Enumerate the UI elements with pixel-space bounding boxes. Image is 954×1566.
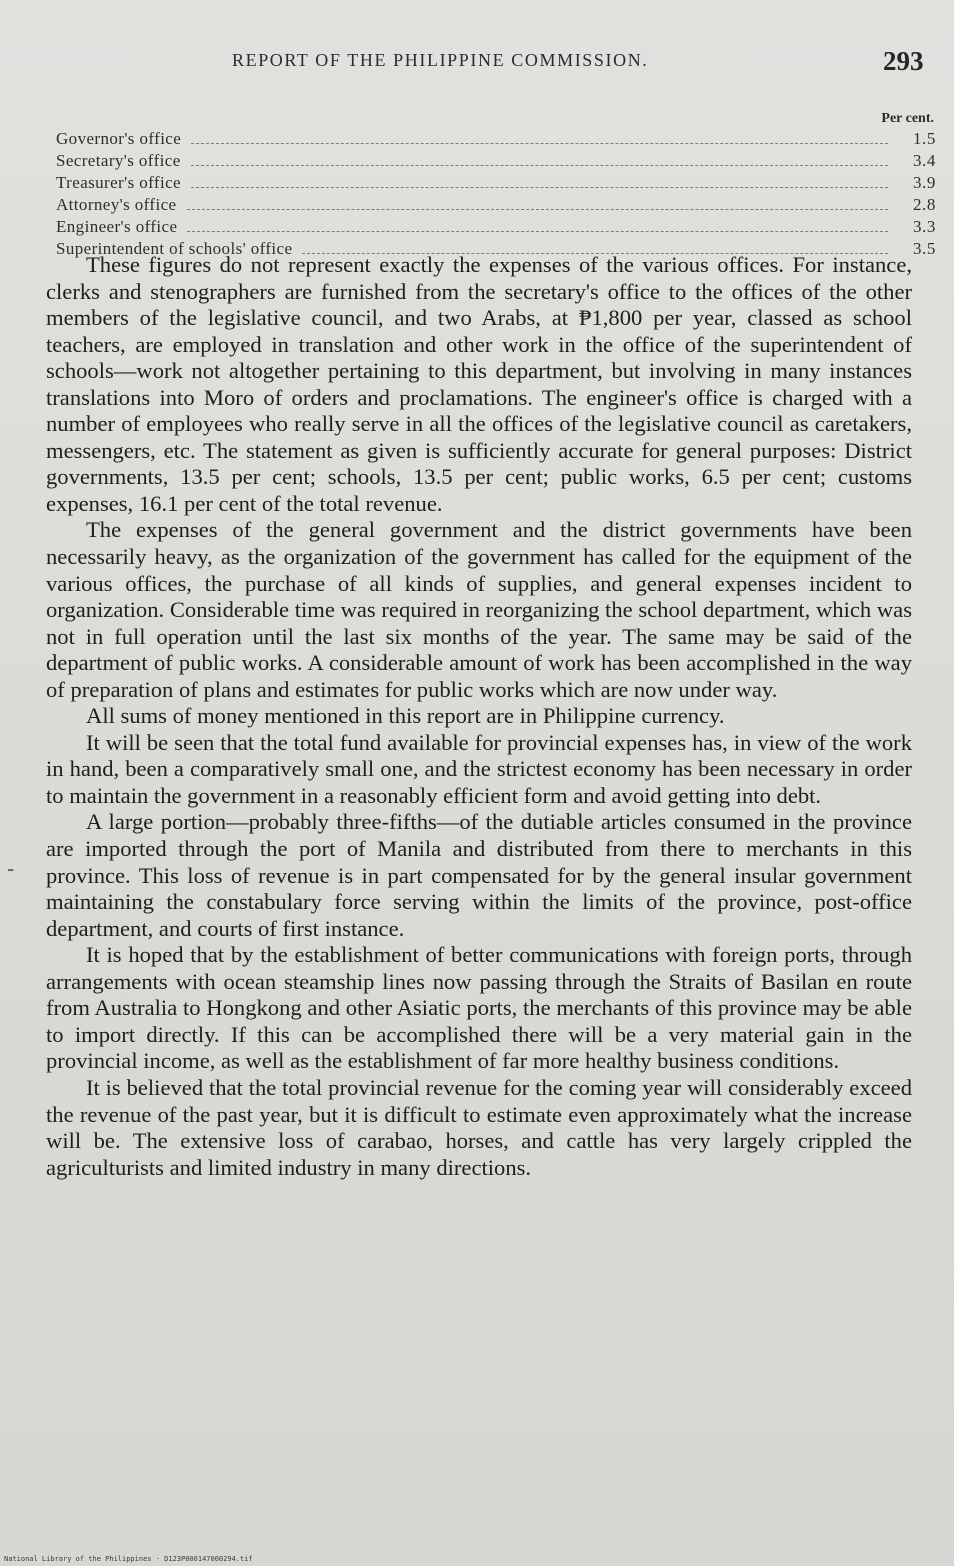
row-label: Engineer's office [56,217,178,236]
body-text [46,252,912,1181]
paragraph: It is hoped that by the establishment of better communications with foreign ports, through arrangements with ocean steamship lines now passing through the Straits of Basilan en route from Australia to Hongkong and other Asiatic ports, the merchants of this province may be able to import directly. If this can be accomplished there will be a very material gain in the provincial income, as well as the establishment of far more healthy business conditions. [46,942,912,1074]
scan-credit: National Library of the Philippines · D123P000147000294.tif [4,1555,253,1563]
row-value: 3.9 [912,173,936,192]
row-value: 2.8 [912,195,936,214]
percent-column-header: Per cent. [881,111,934,126]
margin-mark: - [7,856,15,881]
dot-leader [187,230,888,232]
dot-leader [191,186,888,188]
expense-percentage-table [56,110,936,260]
table-row [56,172,936,194]
row-label: Attorney's office [56,195,177,214]
row-value: 1.5 [912,129,936,148]
row-value: 3.5 [912,239,936,258]
row-label: Superintendent of schools' office [56,239,293,258]
table-row [56,150,936,172]
paragraph: The expenses of the general government and the district governments have been necessarily heavy, as the organization of the government has called for the equipment of the various offices, the purchase of all kinds of supplies, and general expenses incident to organization. Considerable time was required in reorganizing the school department, which was not in full operation until the last six months of the year. The same may be said of the department of public works. A considerable amount of work has been accomplished in the way of preparation of plans and estimates for public works which are now under way. [46,517,912,702]
dot-leader [191,164,888,166]
paragraph: All sums of money mentioned in this report are in Philippine currency. [86,703,725,729]
dot-leader [187,208,889,210]
paragraph: It is believed that the total provincial revenue for the coming year will considerably exceed the revenue of the past year, but it is difficult to estimate even approximately what the increase will be. The extensive loss of carabao, horses, and cattle has very largely crippled the agriculturists and limited industry in many directions. [46,1074,912,1180]
row-value: 3.3 [912,217,936,236]
running-title: REPORT OF THE PHILIPPINE COMMISSION. [232,50,649,70]
paragraph: A large portion—probably three-fifths—of the dutiable articles consumed in the province are imported through the port of Manila and distributed from there to merchants in this province. This loss of revenue is in part compensated for by the general insular government maintaining the constabulary force serving within the limits of the province, post-office department, and courts of first instance. [46,809,912,941]
running-head [0,44,954,84]
row-label: Treasurer's office [56,173,181,192]
dot-leader [191,142,888,144]
row-value: 3.4 [912,151,936,170]
table-row [56,194,936,216]
table-row [56,128,936,150]
row-label: Governor's office [56,129,182,148]
page-number: 293 [883,46,924,76]
paragraph: These figures do not represent exactly the expenses of the various offices. For instance, clerks and stenographers are furnished from the secretary's office to the offices of the other members of the legislative council, and two Arabs, at ₱1,800 per year, classed as school teachers, are employed in translation and other work in the office of the superintendent of schools—work not altogether pertaining to this department, but involving in many instances translations into Moro of orders and proclamations. The engineer's office is charged with a number of employees who really serve in all the offices of the legislative council as caretakers, messengers, etc. The statement as given is sufficiently accurate for general purposes: District governments, 13.5 per cent; schools, 13.5 per cent; public works, 6.5 per cent; customs expenses, 16.1 per cent of the total revenue. [46,252,912,516]
table-row [56,216,936,238]
row-label: Secretary's office [56,151,181,170]
paragraph: It will be seen that the total fund available for provincial expenses has, in view of the work in hand, been a comparatively small one, and the strictest economy has been necessary in order to maintain the government in a reasonably efficient form and avoid getting into debt. [46,729,912,808]
